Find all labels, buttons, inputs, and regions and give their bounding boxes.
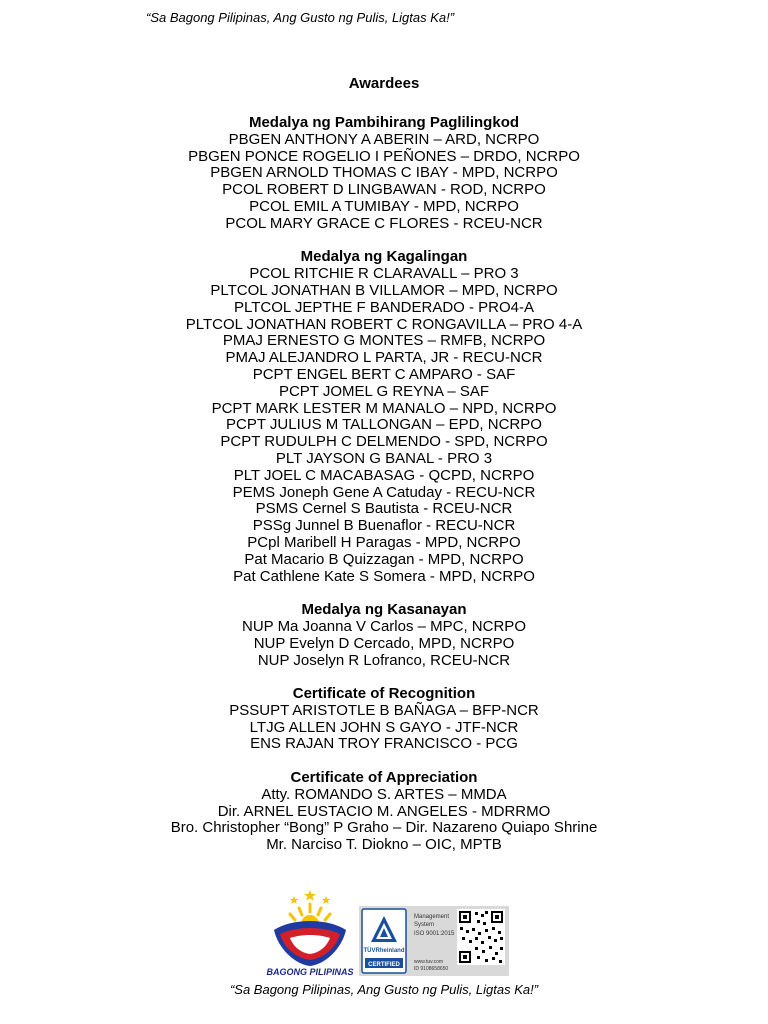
footer-motto: “Sa Bagong Pilipinas, Ang Gusto ng Pulis, Ligtas Ka!” xyxy=(229,982,539,997)
iso-certification-badge xyxy=(359,906,509,976)
awardee-entry: NUP Ma Joanna V Carlos – MPC, NCRPO xyxy=(242,617,526,635)
header-motto: “Sa Bagong Pilipinas, Ang Gusto ng Pulis, Ligtas Ka!” xyxy=(146,10,455,25)
awardee-entry: PCOL MARY GRACE C FLORES - RCEU-NCR xyxy=(225,214,543,232)
bagong-pilipinas-label: BAGONG PILIPINAS xyxy=(266,967,354,977)
awardee-entry: PLTCOL JONATHAN B VILLAMOR – MPD, NCRPO xyxy=(210,281,558,299)
tuv-certification-mark xyxy=(359,906,509,976)
footer-logos xyxy=(262,890,512,980)
awardee-entry: PMAJ ERNESTO G MONTES – RMFB, NCRPO xyxy=(222,332,546,350)
awardee-entry: PCPT RUDULPH C DELMENDO - SPD, NCRPO xyxy=(220,433,548,451)
section-heading: Medalya ng Kagalingan xyxy=(300,248,468,266)
section-heading: Medalya ng Pambihirang Paglilingkod xyxy=(248,114,520,131)
awardee-entry: PLTCOL JEPTHE F BANDERADO - PRO4-A xyxy=(233,298,535,316)
awardee-entry: PSMS Cernel S Bautista - RCEU-NCR xyxy=(255,500,513,518)
awardee-entry: Dir. ARNEL EUSTACIO M. ANGELES - MDRRMO xyxy=(217,802,551,820)
awardee-entry: Pat Cathlene Kate S Somera - MPD, NCRPO xyxy=(233,567,535,585)
awardee-entry: PCPT JULIUS M TALLONGAN – EPD, NCRPO xyxy=(226,416,542,434)
section-heading: Certificate of Recognition xyxy=(292,685,476,703)
cert-id: ID 9108658650 xyxy=(414,966,449,972)
awardee-entry: PLTCOL JONATHAN ROBERT C RONGAVILLA – PRO 4-A xyxy=(185,315,583,333)
awardee-entry: PBGEN ANTHONY A ABERIN – ARD, NCRPO xyxy=(228,130,540,148)
awardee-entry: PCPT MARK LESTER M MANALO – NPD, NCRPO xyxy=(211,399,557,417)
cert-url: www.tuv.com xyxy=(414,959,444,965)
award-section xyxy=(0,770,768,854)
awardee-entry: PMAJ ALEJANDRO L PARTA, JR - RECU-NCR xyxy=(225,349,543,367)
awards-list xyxy=(0,115,768,871)
awardee-entry: Bro. Christopher “Bong” P Graho – Dir. Nazareno Quiapo Shrine xyxy=(170,819,598,837)
awardee-entry: Atty. ROMANDO S. ARTES – MMDA xyxy=(261,785,507,803)
qr-code-icon xyxy=(457,909,505,965)
awardee-entry: Pat Macario B Quizzagan - MPD, NCRPO xyxy=(244,550,524,568)
award-section xyxy=(0,249,768,585)
iso-standard: ISO 9001:2015 xyxy=(414,931,455,937)
awardee-entry: PCOL EMIL A TUMIBAY - MPD, NCRPO xyxy=(249,197,519,215)
awardee-entry: PCPT JOMEL G REYNA – SAF xyxy=(278,382,490,400)
awardee-entry: PBGEN ARNOLD THOMAS C IBAY - MPD, NCRPO xyxy=(210,164,558,182)
awardee-entry: PLT JOEL C MACABASAG - QCPD, NCRPO xyxy=(233,466,535,484)
awardee-entry: PSSg Junnel B Buenaflor - RECU-NCR xyxy=(252,517,516,535)
awardee-entry: PCOL ROBERT D LINGBAWAN - ROD, NCRPO xyxy=(222,181,546,199)
mgmt-line1: Management xyxy=(414,914,450,920)
awardee-entry: NUP Joselyn R Lofranco, RCEU-NCR xyxy=(257,651,511,669)
mgmt-line2: System xyxy=(414,922,435,928)
awardee-entry: Mr. Narciso T. Diokno – OIC, MPTB xyxy=(266,836,502,854)
awardee-entry: PBGEN PONCE ROGELIO I PEÑONES – DRDO, NCRPO xyxy=(188,147,580,165)
awardee-entry: ENS RAJAN TROY FRANCISCO - PCG xyxy=(250,735,518,753)
awardee-entry: NUP Evelyn D Cercado, MPD, NCRPO xyxy=(253,634,515,652)
awardee-entry: PCOL RITCHIE R CLARAVALL – PRO 3 xyxy=(249,265,519,283)
awardee-entry: PCpl Maribell H Paragas - MPD, NCRPO xyxy=(247,533,521,551)
awardee-entry: PLT JAYSON G BANAL - PRO 3 xyxy=(275,449,493,467)
tuv-brand-text: TÜVRheinland xyxy=(363,948,405,954)
awardee-entry: PEMS Joneph Gene A Catuday - RECU-NCR xyxy=(232,483,536,501)
award-section xyxy=(0,115,768,233)
section-heading: Medalya ng Kasanayan xyxy=(301,601,467,619)
section-heading: Certificate of Appreciation xyxy=(290,769,478,787)
award-section xyxy=(0,602,768,669)
awardee-entry: PSSUPT ARISTOTLE B BAÑAGA – BFP-NCR xyxy=(229,701,539,719)
awardee-entry: LTJG ALLEN JOHN S GAYO - JTF-NCR xyxy=(249,718,519,736)
document-title: Awardees xyxy=(348,75,420,92)
awardee-entry: PCPT ENGEL BERT C AMPARO - SAF xyxy=(252,365,516,383)
award-section xyxy=(0,686,768,753)
bagong-pilipinas-logo xyxy=(262,890,358,980)
certified-text: CERTIFIED xyxy=(368,962,400,968)
bagong-pilipinas-emblem xyxy=(262,890,358,968)
